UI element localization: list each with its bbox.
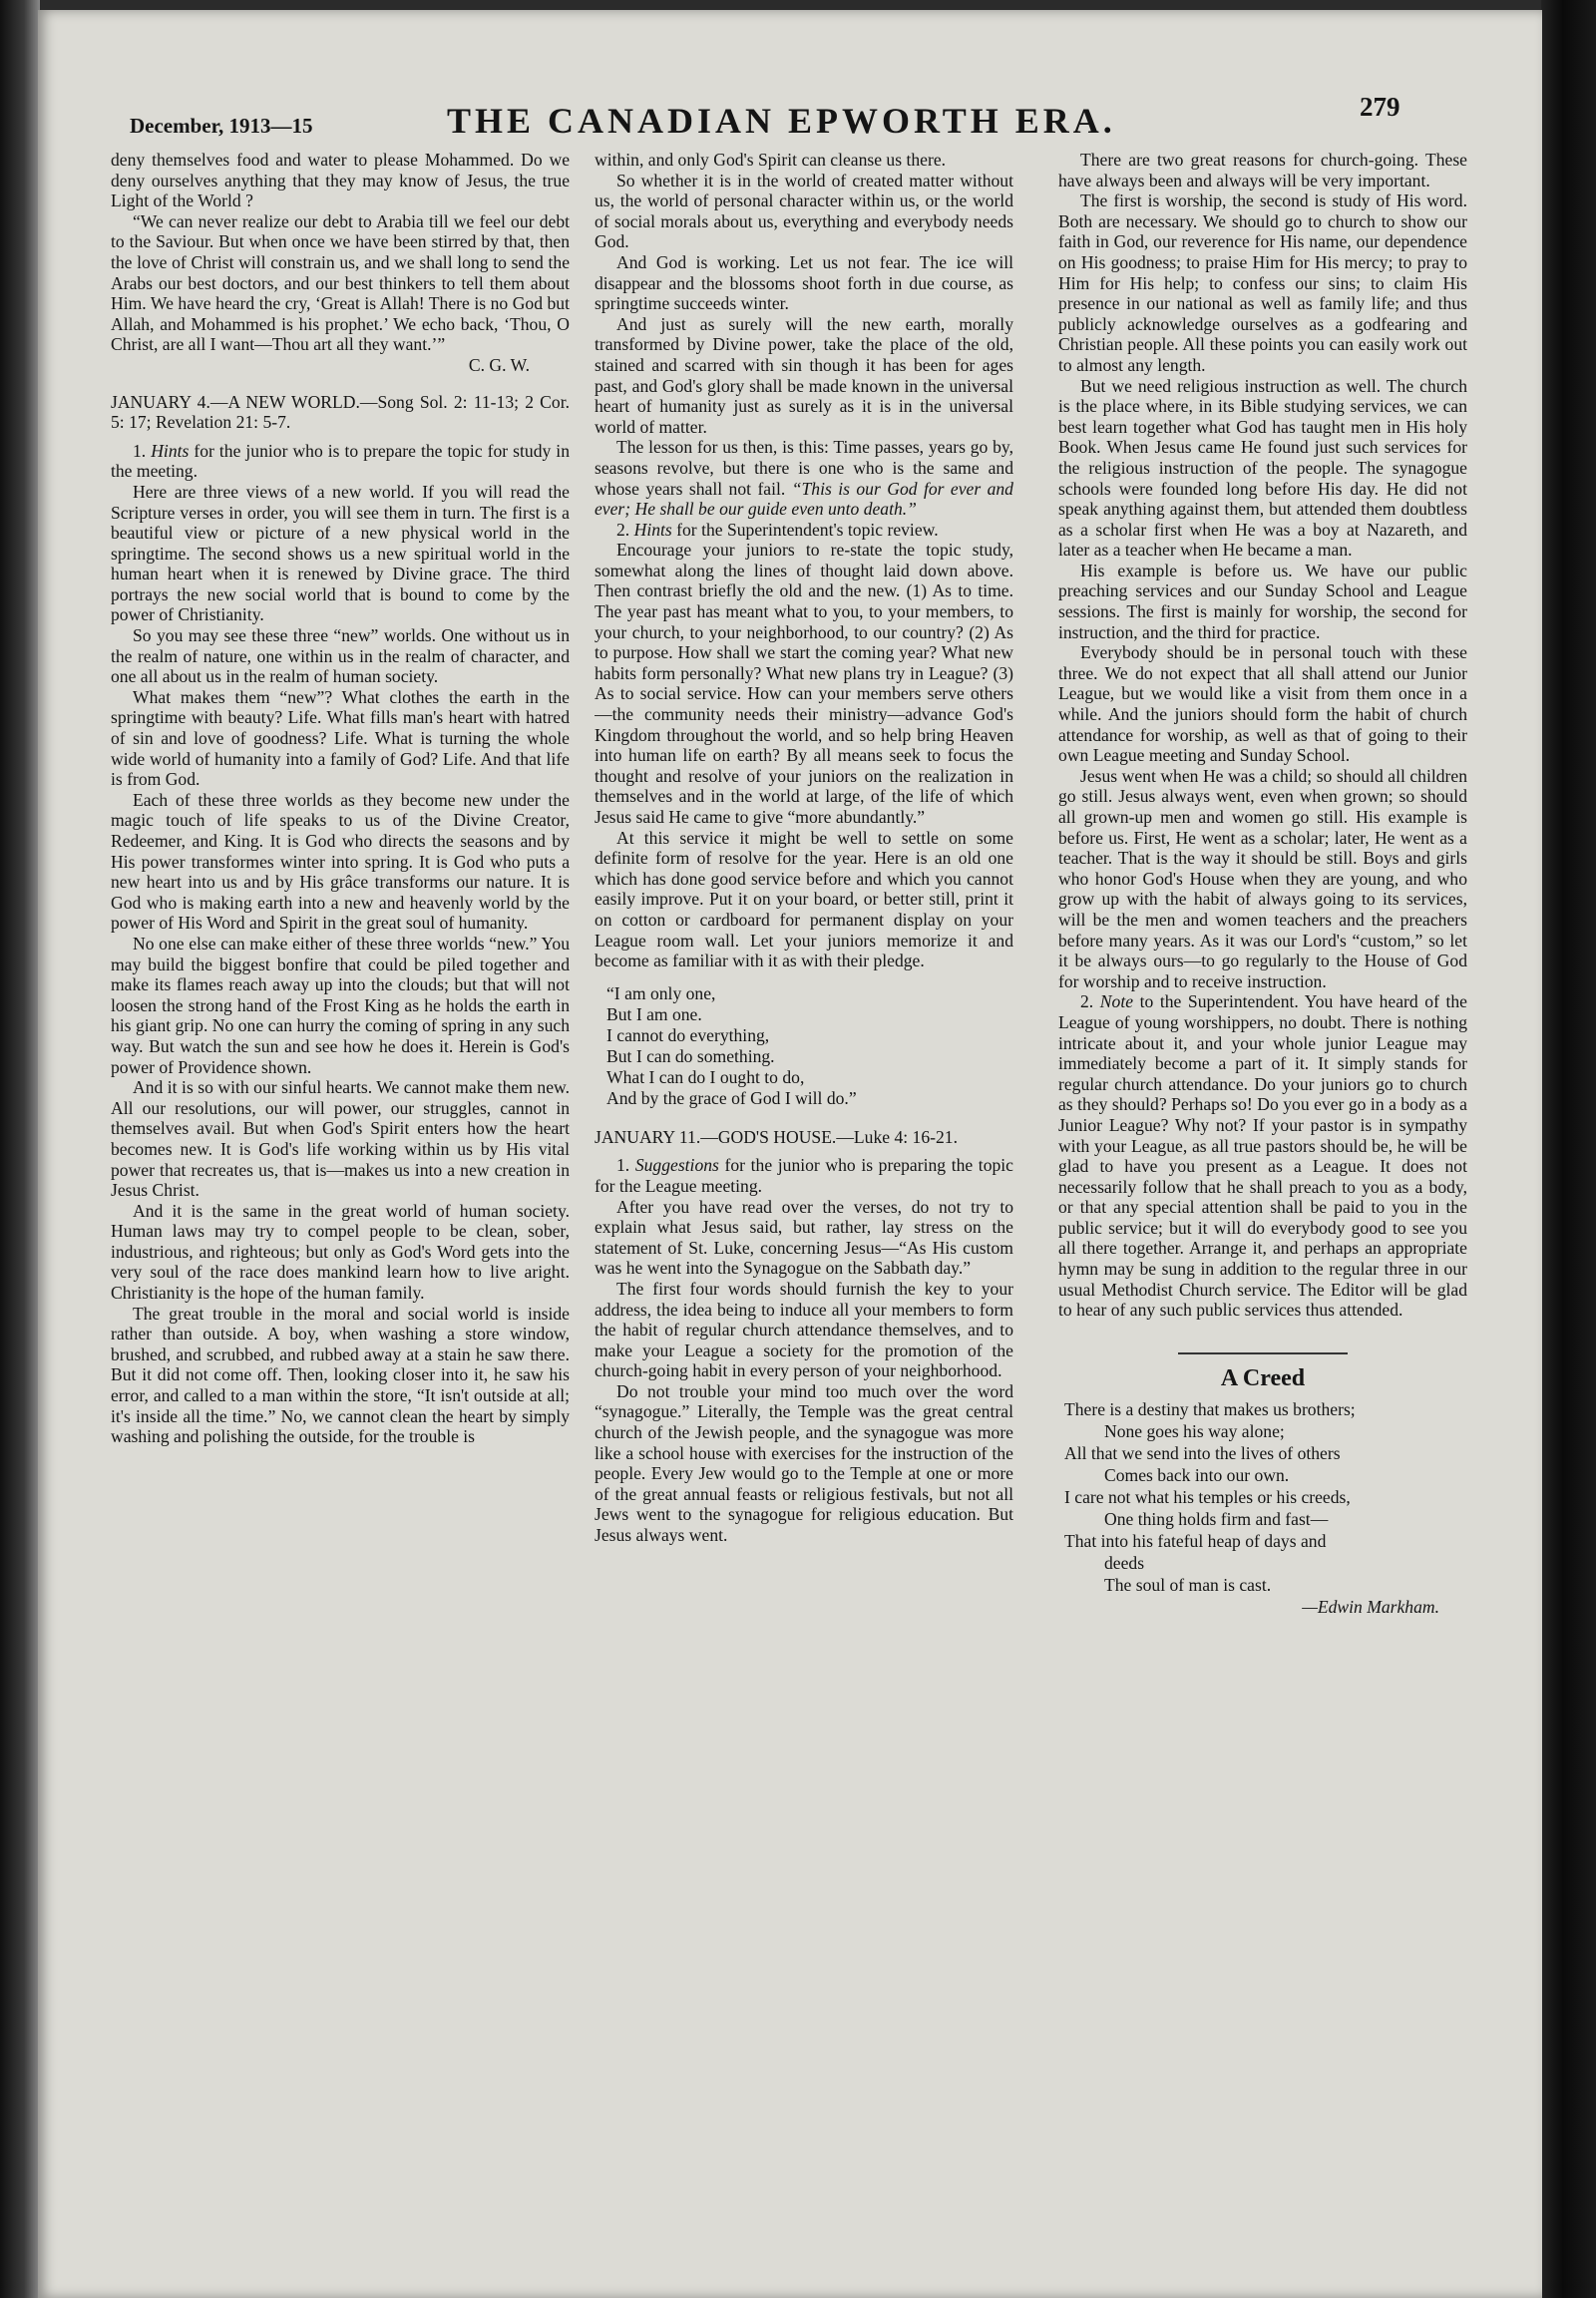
paragraph: Jesus went when He was a child; so should all children go still. Jesus always went, even when grown; so should all grown-up men and women go still. His example is before us. First, He went as a scholar; later, He went as a teacher. That is the way it should be still. Boys and girls who honor God's House when they are young, and who grow up with the habit of always going to its services, will be the men and women teachers and the preachers before many years. As it was our Lord's “custom,” so let it be always ours—to go regularly to the House of God for worship and to receive instruction. xyxy=(1058,765,1467,991)
paragraph: Each of these three worlds as they become new under the magic touch of life speaks to us of the Divine Creator, Redeemer, and King. It is God who directs the seasons and by His power transformes winter into spring. It is God who puts a new heart into us and by His grâce transforms our nature. It is God who is making earth into a new and heavenly world by the power of His Word and Spirit in the great soul of humanity. xyxy=(111,789,570,934)
paragraph: deny themselves food and water to please Mohammed. Do we deny ourselves anything that they may know of Jesus, the true Light of the World ? xyxy=(111,150,570,211)
poem-line: None goes his way alone; xyxy=(1104,1421,1285,1442)
hints-text: for the junior who is to prepare the topic for study in the meeting. xyxy=(111,440,570,482)
paragraph: So you may see these three “new” worlds. One without us in the realm of nature, one within us in the realm of character, and one all about us in the realm of human society. xyxy=(111,625,570,687)
paragraph xyxy=(1058,991,1467,1321)
signature: C. G. W. xyxy=(468,354,530,375)
poem-title: A Creed xyxy=(1220,1364,1306,1391)
paragraph: So whether it is in the world of created matter without us, the world of personal character within us, or the world of social morals about us, everything and everybody needs God. xyxy=(595,170,1013,252)
poem-line: I care not what his temples or his creeds, xyxy=(1064,1487,1351,1508)
hints-label: Hints xyxy=(633,519,672,540)
resolve-poem xyxy=(606,983,1013,1109)
poem-line: deeds xyxy=(1104,1553,1145,1574)
paragraph: At this service it might be well to settle on some definite form of resolve for the year. Here is an old one which has done good service before and which you cannot easily improve. Put it on your board, or better still, print it on cotton or cardboard for permanent display on your League room wall. Let your juniors memorize it and become as familiar with it as with their pledge. xyxy=(595,827,1013,971)
poem-line: I cannot do everything, xyxy=(606,1024,770,1045)
paragraph: Here are three views of a new world. If you will read the Scripture verses in order, you will see them in turn. The first is a beautiful view or picture of a new physical world in the springtime. The second shows us a new spiritual world in the human heart when it is renewed by Divine grace. The third portrays the new social world that is bound to come by the power of Christianity. xyxy=(111,481,570,625)
poem-line: But I can do something. xyxy=(606,1045,775,1066)
paragraph: The first is worship, the second is study of His word. Both are necessary. We should go to church to show our faith in God, our reverence for His name, our dependence on His goodness; to praise Him for His mercy; to pray to Him for His help; to confess our sins; to claim His presence in our national as well as family life; and thus publicly acknowledge ourselves as a godfearing and Christian people. All these points you can easily work out to almost any length. xyxy=(1058,191,1467,375)
poem-line: All that we send into the lives of others xyxy=(1064,1443,1341,1464)
paragraph xyxy=(595,1155,1013,1196)
section-divider xyxy=(1178,1352,1348,1354)
poem-line: The soul of man is cast. xyxy=(1104,1575,1272,1596)
poem-line: What I can do I ought to do, xyxy=(606,1066,805,1087)
scripture-quote: “This is our God for ever and ever; He shall be our guide even unto death.” xyxy=(595,478,1013,520)
poem-line: And by the grace of God I will do.” xyxy=(606,1087,857,1108)
item-number: 2. xyxy=(616,519,630,540)
paragraph: And just as surely will the new earth, morally transformed by Divine power, take the place of the old, stained and scarred with sin though it has been for ages past, and God's glory shall be made known in the universal heart of humanity just as surely as it is in the universal world of matter. xyxy=(595,313,1013,437)
paragraph: There are two great reasons for church-going. These have always been and always will be very important. xyxy=(1058,150,1467,191)
paragraph: And it is the same in the great world of human society. Human laws may try to compel people to be clean, sober, industrious, and righteous; but only as God's Word gets into the very soul of the race does mankind learn how to live aright. Christianity is the hope of the human family. xyxy=(111,1200,570,1304)
creed-poem xyxy=(1064,1398,1467,1618)
poem-line: But I am one. xyxy=(606,1003,702,1024)
paragraph xyxy=(595,437,1013,519)
hints-text: for the Superintendent's topic review. xyxy=(676,519,939,540)
paragraph: Do not trouble your mind too much over the word “synagogue.” Literally, the Temple was the great central church of the Jewish people, and the synagogue was more like a school house with exercises for the instruction of the people. Every Jew would go to the Temple at one or more of the great annual feasts or religious festivals, but not all Jews went to the synagogue for religious education. But Jesus always went. xyxy=(595,1380,1013,1546)
paragraph: After you have read over the verses, do not try to explain what Jesus said, but rather, lay stress on the statement of St. Luke, concerning Jesus—“As His custom was he went into the Synagogue on the Sabbath day.” xyxy=(595,1196,1013,1279)
paragraph-text: The lesson for us then, is this: Time passes, years go by, seasons revolve, but there is one who is the same and whose years shall not fail. xyxy=(595,437,1013,499)
poem-line: There is a destiny that makes us brothers; xyxy=(1064,1399,1356,1420)
scan-left-edge xyxy=(0,0,40,2298)
column-1 xyxy=(111,150,570,2264)
scan-right-edge xyxy=(1541,0,1596,2298)
paragraph: And God is working. Let us not fear. The ice will disappear and the blossoms shoot forth in due course, as springtime succeeds winter. xyxy=(595,251,1013,314)
poem-author: —Edwin Markham. xyxy=(1302,1597,1439,1618)
paragraph: The first four words should furnish the key to your address, the idea being to induce all your members to form the habit of regular church attendance themselves, and to make your League a society for the promotion of the church-going habit in every person of your neighborhood. xyxy=(595,1278,1013,1381)
paragraph: No one else can make either of these three worlds “new.” You may build the biggest bonfire that could be piled together and make its flames reach away up into the clouds; but that will not loosen the strong hand of the Frost King as he holds the earth in his giant grip. No one can hurry the coming of spring in any such way. But watch the sun and see how he does it. Herein is God's power of Providence shown. xyxy=(111,933,570,1077)
paragraph: Everybody should be in personal touch with these three. We do not expect that all shall attend our Junior League, but we would like a visit from them once in a while. And the juniors should form the habit of church attendance for worship, as well as that of going to their own League meeting and Sunday School. xyxy=(1058,642,1467,766)
hints-label: Hints xyxy=(151,440,190,461)
lesson-heading: JANUARY 11.—GOD'S HOUSE.—Luke 4: 16-21. xyxy=(595,1126,959,1147)
item-number: 1. xyxy=(133,440,147,461)
column-2 xyxy=(595,150,1013,2264)
paragraph: Encourage your juniors to re-state the topic study, somewhat along the lines of thought laid down above. Then contrast briefly the old and the new. (1) As to time. The year past has meant what to you, to your members, to your church, to your neighborhood, to our country? (2) As to purpose. How shall we start the coming year? What new habits form personally? What new plans try in League? (3) As to social service. How can your members serve others—the community needs their ministry—advance God's Kingdom throughout the world, and so help bring Heaven into human life on earth? By all means seek to focus the thought and resolve of your juniors on the realization in themselves and in the world at large, of the life of which Jesus said He came to give “more abundantly.” xyxy=(595,540,1013,827)
note-label: Note xyxy=(1099,991,1134,1012)
page-number: 279 xyxy=(1360,92,1400,122)
issue-date: December, 1913—15 xyxy=(130,114,313,138)
poem-line: That into his fateful heap of days and xyxy=(1064,1531,1327,1552)
paragraph: within, and only God's Spirit can cleanse us there. xyxy=(595,150,947,170)
item-number: 1. xyxy=(616,1155,630,1176)
paragraph xyxy=(111,441,570,482)
suggestions-text: for the junior who is preparing the topic for the League meeting. xyxy=(595,1155,1013,1196)
magazine-page xyxy=(38,10,1542,2298)
note-text: to the Superintendent. You have heard of the League of young worshippers, no doubt. There is nothing intricate about it, and your whole junior League may immediately become a part of it. It simply stands for regular church attendance. Do your juniors go to church as they should? Perhaps so! Do you ever go in a body as a Junior League? Why not? If your pastor is in sympathy with your League, as all true pastors should be, he will be glad to have you present as a League. It does not necessarily follow that he shall preach to you as a body, or that any special attention shall be paid to you in the public service; but it will do everybody good to see you all there together. Arrange it, and perhaps an appropriate hymn may be sung in addition to the regular three in our usual Methodist Church service. The Editor will be glad to hear of any such public services thus attended. xyxy=(1058,991,1467,1321)
paragraph: The great trouble in the moral and social world is inside rather than outside. A boy, when washing a store window, brushed, and scrubbed, and rubbed away at a stain he saw there. But it did not come off. Then, looking closer into it, he saw his error, and called to a man within the store, “It isn't outside at all; it's inside all the time.” No, we cannot clean the heart by simply washing and polishing the outside, for the trouble is xyxy=(111,1303,570,1447)
publication-title: THE CANADIAN EPWORTH ERA. xyxy=(447,101,1116,141)
paragraph xyxy=(595,520,1013,541)
suggestions-label: Suggestions xyxy=(634,1155,719,1176)
poem-line: “I am only one, xyxy=(606,982,716,1003)
page-header xyxy=(38,78,1542,141)
poem-line: Comes back into our own. xyxy=(1104,1465,1290,1486)
paragraph: And it is so with our sinful hearts. We cannot make them new. All our resolutions, our will power, our struggles, cannot in themselves avail. But when God's Spirit enters how the heart becomes new. It is God's life working within us by His vital power that recreates us, that is—makes us into a new creation in Jesus Christ. xyxy=(111,1077,570,1201)
paragraph: His example is before us. We have our public preaching services and our Sunday School and League sessions. The first is mainly for worship, the second for instruction, and the third for practice. xyxy=(1058,560,1467,642)
item-number: 2. xyxy=(1080,991,1094,1012)
column-3 xyxy=(1058,150,1467,2264)
lesson-heading: JANUARY 4.—A NEW WORLD.—Song Sol. 2: 11-13; 2 Cor. 5: 17; Revelation 21: 5-7. xyxy=(111,391,570,433)
paragraph: But we need religious instruction as well. The church is the place where, in its Bible studying services, we can best learn together what God has taught men in His holy Book. When Jesus came He found just such services for the religious instruction of the people. The synagogue schools were founded long before His day. He did not speak anything against them, but attended them doubtless as a scholar first when He was a boy at Nazareth, and later as a teacher when He became a man. xyxy=(1058,375,1467,561)
paragraph: “We can never realize our debt to Arabia till we feel our debt to the Saviour. But when once we have been stirred by that, then the love of Christ will constrain us, and we shall long to send the Arabs our best doctors, and our best thinkers to tell them about Him. We have heard the cry, ‘Great is Allah! There is no God but Allah, and Mohammed is his prophet.’ We echo back, ‘Thou, O Christ, are all I want—Thou art all they want.’” xyxy=(111,210,570,355)
poem-line: One thing holds firm and fast— xyxy=(1104,1509,1329,1530)
paragraph: What makes them “new”? What clothes the earth in the springtime with beauty? Life. What fills man's heart with hatred of sin and love of goodness? Life. What is turning the whole wide world of humanity into a family of God? Life. And that life is from God. xyxy=(111,686,570,790)
